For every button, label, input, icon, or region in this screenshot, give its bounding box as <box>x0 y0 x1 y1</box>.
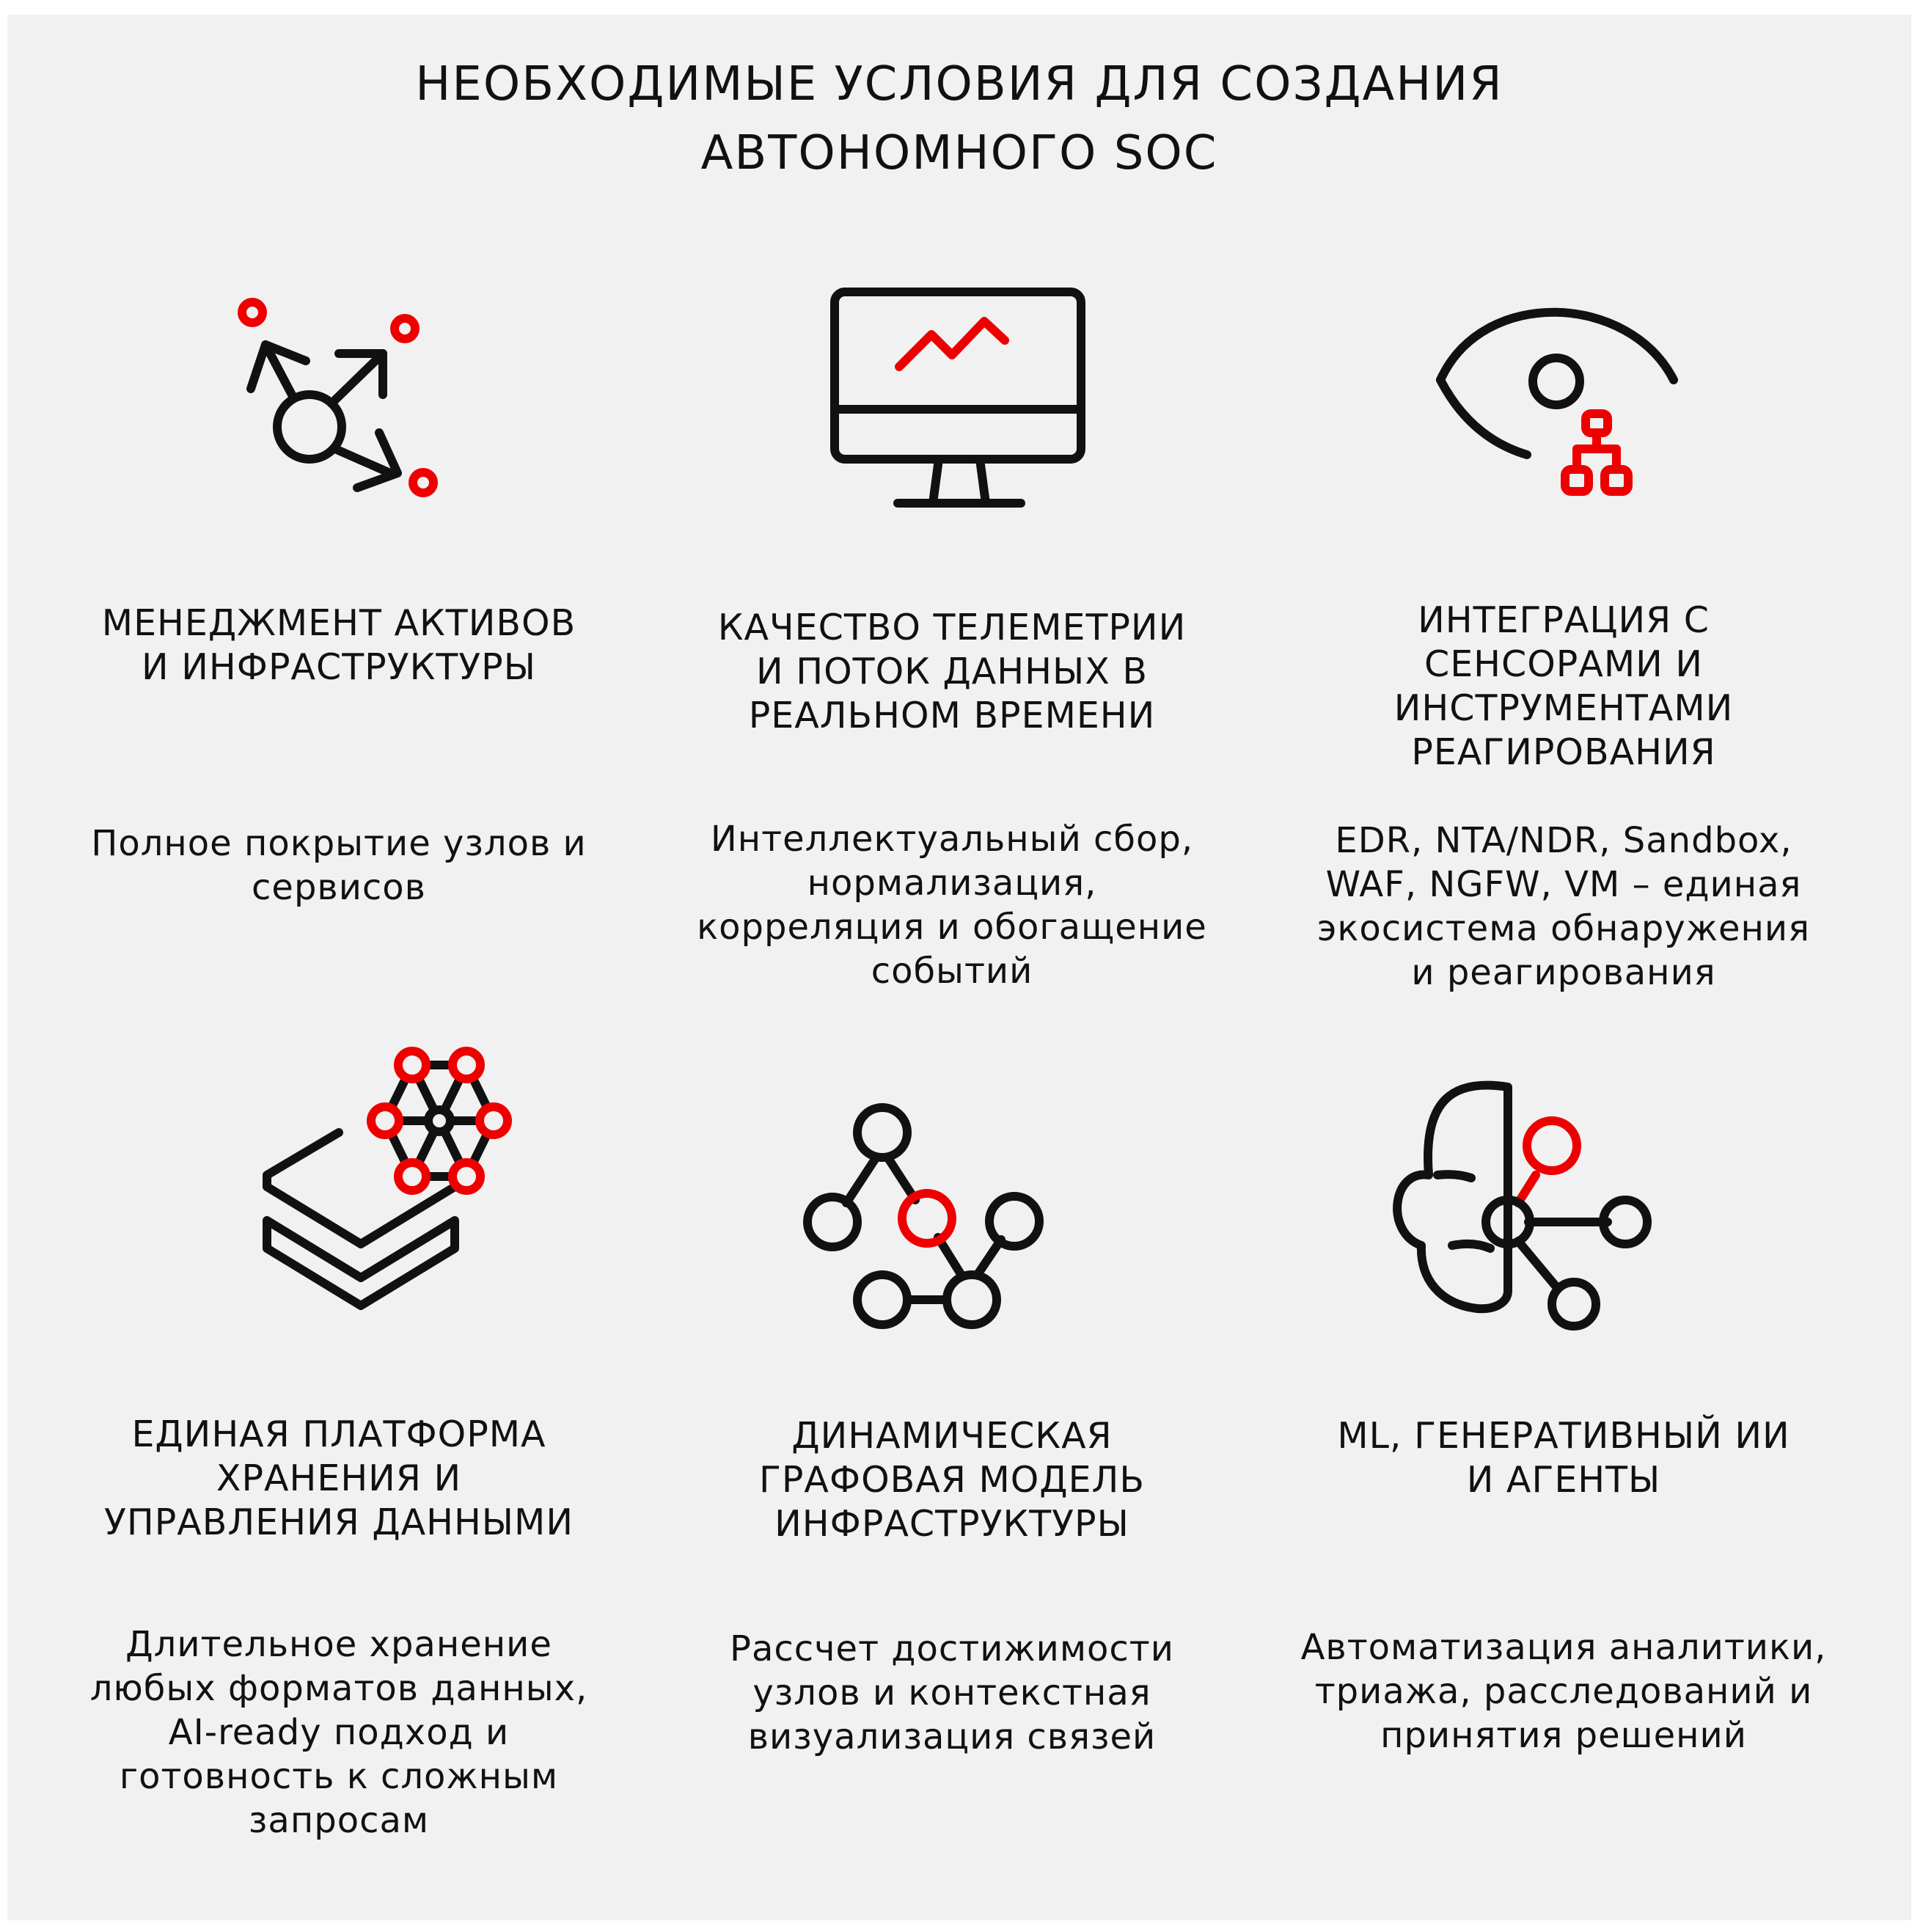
heading-line: ИНФРАСТРУКТУРЫ <box>774 1503 1129 1545</box>
description-line: AI-ready подход и <box>168 1712 510 1753</box>
heading-line: ДИНАМИЧЕСКАЯ <box>791 1415 1113 1457</box>
title-line: НЕОБХОДИМЫЕ УСЛОВИЯ ДЛЯ СОЗДАНИЯ <box>415 57 1503 111</box>
description-line: событий <box>871 951 1033 992</box>
description-line: сервисов <box>252 867 426 908</box>
description-line: и реагирования <box>1411 952 1716 993</box>
heading-line: РЕАЛЬНОМ ВРЕМЕНИ <box>748 695 1156 736</box>
description-line: экосистема обнаружения <box>1317 908 1810 949</box>
heading-line: И ПОТОК ДАННЫХ В <box>756 651 1148 692</box>
title-line: АВТОНОМНОГО SOC <box>700 126 1218 180</box>
heading-line: ЕДИНАЯ ПЛАТФОРМА <box>131 1413 546 1455</box>
heading-line: РЕАГИРОВАНИЯ <box>1411 731 1716 773</box>
description-line: Длительное хранение <box>125 1624 552 1665</box>
graph-model-icon <box>637 15 1267 1408</box>
heading-line: ГРАФОВАЯ МОДЕЛЬ <box>758 1459 1145 1501</box>
card-heading <box>1248 1414 1879 1502</box>
heading-line: И ИНФРАСТРУКТУРЫ <box>142 646 536 688</box>
card-description <box>637 1627 1267 1759</box>
description-line: корреляция и обогащение <box>697 907 1207 948</box>
description-line: Автоматизация аналитики, <box>1300 1627 1827 1668</box>
description-line: Полное покрытие узлов и <box>91 823 587 864</box>
description-line: узлов и контекстная <box>752 1672 1151 1713</box>
description-line: любых форматов данных, <box>89 1668 588 1709</box>
description-line: запросам <box>248 1800 430 1841</box>
description-line: нормализация, <box>807 863 1097 904</box>
heading-line: ИНСТРУМЕНТАМИ <box>1393 687 1734 729</box>
heading-line: КАЧЕСТВО ТЕЛЕМЕТРИИ <box>717 607 1187 648</box>
infographic-panel <box>7 15 1911 1920</box>
heading-line: СЕНСОРАМИ И <box>1424 643 1704 685</box>
heading-line: ИНТЕГРАЦИЯ С <box>1418 599 1710 641</box>
card-description <box>1248 1625 1879 1757</box>
description-line: EDR, NTA/NDR, Sandbox, <box>1335 820 1792 861</box>
heading-line: ML, ГЕНЕРАТИВНЫЙ ИИ <box>1337 1415 1790 1457</box>
card-description <box>23 1622 654 1843</box>
heading-line: И АГЕНТЫ <box>1466 1459 1661 1501</box>
card-heading <box>23 1413 654 1545</box>
description-line: Рассчет достижимости <box>730 1628 1174 1669</box>
data-layers-network-icon <box>23 15 654 1408</box>
card-heading <box>637 1414 1267 1546</box>
description-line: визуализация связей <box>747 1716 1157 1757</box>
description-line: Интеллектуальный сбор, <box>710 819 1194 860</box>
description-line: триажа, расследований и <box>1314 1671 1813 1712</box>
heading-line: ХРАНЕНИЯ И <box>216 1457 462 1499</box>
heading-line: МЕНЕДЖМЕНТ АКТИВОВ <box>101 602 576 644</box>
heading-line: УПРАВЛЕНИЯ ДАННЫМИ <box>104 1501 574 1543</box>
description-line: WAF, NGFW, VM – единая <box>1325 864 1802 905</box>
description-line: готовность к сложным <box>119 1756 559 1797</box>
brain-network-icon <box>1248 15 1879 1408</box>
description-line: принятия решений <box>1380 1715 1747 1756</box>
